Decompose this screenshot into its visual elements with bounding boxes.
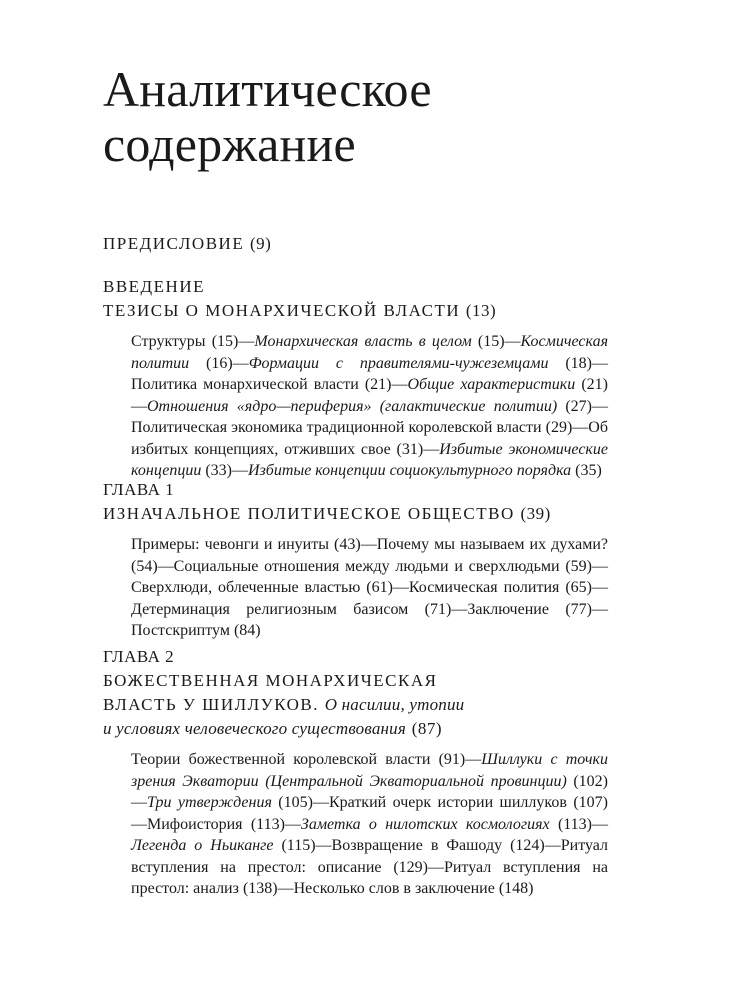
toc-heading-chapter-2[interactable] <box>103 645 663 741</box>
entry-subsection: Избитые экономические концепции <box>131 440 609 479</box>
entry-text: (105)—Краткий очерк истории шиллуков (107)—Мифоистория (113)— <box>131 794 608 833</box>
introduction-heading-text: ТЕЗИСЫ О МОНАРХИЧЕСКОЙ ВЛАСТИ <box>103 301 461 320</box>
entry-text: Структуры (15)— <box>131 333 255 350</box>
entry-subsection: Формации с правителями-чужеземцами <box>248 354 549 372</box>
chapter-1-label: ГЛАВА 1 <box>103 480 175 499</box>
chapter-1-page-number: (39) <box>520 504 551 523</box>
entry-text: Примеры: чевонги и инуиты (43)—Почему мы называем их духами? (54)—Социальные отношения между людьми и сверхлюдьми (59)—Сверхлюди, облеченные властью (61)—Космическая полития (65)—Детерминация религиозным базисом (71)—Заключение (77)—Постскриптум (84) <box>131 536 608 639</box>
toc-section-chapter-2 <box>103 645 663 900</box>
chapter-2-heading-line-2: ВЛАСТЬ У ШИЛЛУКОВ. <box>103 695 319 714</box>
toc-section-chapter-1 <box>103 478 663 642</box>
entry-text: (33)— <box>201 462 248 479</box>
entry-text: (113)— <box>549 815 609 833</box>
chapter-1-entries <box>131 534 608 642</box>
introduction-page-number: (13) <box>465 301 497 320</box>
entry-text: (102)— <box>131 772 609 811</box>
chapter-1-heading-text: ИЗНАЧАЛЬНОЕ ПОЛИТИЧЕСКОЕ ОБЩЕСТВО <box>103 504 515 523</box>
introduction-entries <box>131 331 608 482</box>
chapter-2-heading-line-1: БОЖЕСТВЕННАЯ МОНАРХИЧЕСКАЯ <box>103 671 438 690</box>
entry-text: (21)— <box>131 376 609 415</box>
entry-text: (27)—Политическая экономика традиционной королевской власти (29)—Об избитых концепциях, отживших свое (31)— <box>131 397 608 458</box>
entry-subsection: Космическая политии <box>131 333 609 372</box>
entry-text: (15)— <box>471 333 521 350</box>
entry-text: (16)— <box>189 354 249 372</box>
entry-subsection: Шиллуки с точки зрения Экватории (Центральной Экваториальной провинции) <box>131 751 609 790</box>
entry-text: (18)—Политика монархической власти (21)— <box>131 354 609 393</box>
chapter-2-page-number: (87) <box>411 719 443 738</box>
toc-heading-chapter-1[interactable] <box>103 478 663 526</box>
toc-section-introduction <box>103 275 663 482</box>
chapter-2-subtitle-part-1: О насилии, утопии <box>324 695 465 714</box>
toc-section-preface <box>103 232 663 256</box>
preface-page-number: (9) <box>249 234 272 253</box>
entry-subsection: Заметка о нилотских космологиях <box>300 815 550 833</box>
entry-subsection: Общие характеристики <box>407 376 576 393</box>
entry-text: Теории божественной королевской власти (91)— <box>131 751 482 768</box>
entry-text: (35) <box>571 462 602 479</box>
entry-subsection: Легенда о Ньиканге <box>131 837 274 854</box>
entry-subsection: Избитые концепции социокультурного порядка <box>247 462 572 479</box>
introduction-label: ВВЕДЕНИЕ <box>103 277 205 296</box>
page-title <box>103 62 432 172</box>
toc-heading-introduction[interactable] <box>103 275 663 323</box>
chapter-2-label: ГЛАВА 2 <box>103 647 175 666</box>
chapter-2-subtitle-part-2: и условиях человеческого существования <box>103 719 406 738</box>
entry-text: (115)—Возвращение в Фашоду (124)—Ритуал вступления на престол: описание (129)—Ритуал вступления на престол: анализ (138)—Несколько слов в заключение (148) <box>131 837 608 897</box>
chapter-2-entries <box>131 749 608 900</box>
page-title-line-2: содержание <box>103 116 356 172</box>
entry-subsection: Отношения «ядро—периферия» (галактические политии) <box>147 397 558 415</box>
entry-subsection: Монархическая власть в целом <box>254 333 472 350</box>
entry-subsection: Три утверждения <box>147 794 272 811</box>
toc-heading-preface[interactable] <box>103 232 663 256</box>
page-title-line-1: Аналитическое <box>103 61 432 117</box>
preface-heading-text: ПРЕДИСЛОВИЕ <box>103 234 245 253</box>
